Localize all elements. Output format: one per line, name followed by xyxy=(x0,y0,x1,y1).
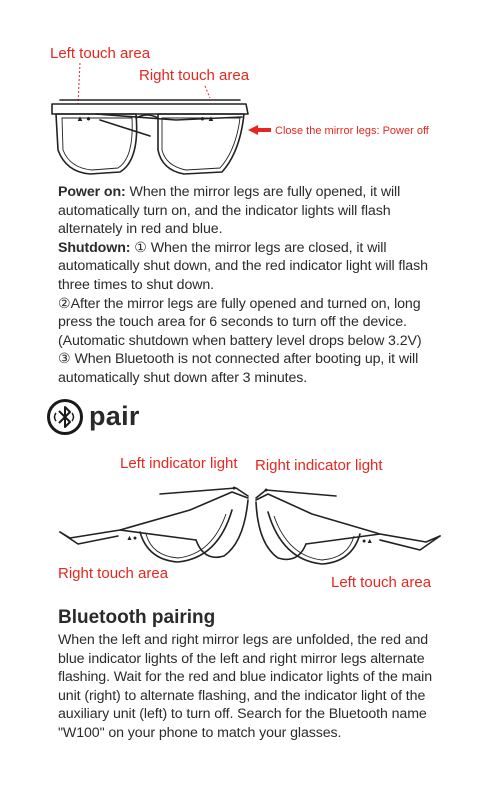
left-indicator-label: Left indicator light xyxy=(120,455,238,472)
right-touch-area-label: Right touch area xyxy=(139,67,250,84)
close-legs-label: Close the mirror legs: Power off xyxy=(275,125,429,137)
pairing-title: Bluetooth pairing xyxy=(58,607,216,628)
svg-text:●: ● xyxy=(232,485,237,492)
pair-title: pair xyxy=(89,401,140,431)
left-touch-area-label-2: Left touch area xyxy=(331,574,432,591)
shutdown-text-2: ②After the mirror legs are fully opened and turned on, long press the touch area for 6 seconds to turn off the device. xyxy=(58,295,421,331)
power-section xyxy=(58,183,438,388)
shutdown-text-3: ③ When Bluetooth is not connected after booting up, it will automatically shut down after 3 minutes. xyxy=(58,351,419,386)
shutdown-text-1: ① When the mirror legs are closed, it will automatically shut down, and the red indicator light will flash three times to shut down. xyxy=(58,239,428,293)
svg-text:● ▲: ● ▲ xyxy=(200,114,215,123)
pairing-text: When the left and right mirror legs are unfolded, the red and blue indicator lights of the left and right mirror legs alternate flashing. Wait for the red and blue indicator lights of the main unit (right) to alternate flashing, and the indicator light of the auxiliary unit (left) to turn off. Search for the Bluetooth name "W100" on your phone to match your glasses. xyxy=(58,632,432,741)
svg-text:●: ● xyxy=(264,487,269,494)
power-on-text: When the mirror legs are fully opened, it will automatically turn on, and the indicator lights will flash alternately in red and blue. xyxy=(58,184,401,238)
right-indicator-label: Right indicator light xyxy=(255,457,383,474)
glasses-side-diagram xyxy=(0,470,500,580)
svg-text:▲●: ▲● xyxy=(126,535,138,542)
svg-text:▲ ●: ▲ ● xyxy=(76,114,91,123)
left-touch-area-label: Left touch area xyxy=(50,45,151,62)
svg-text:●▲: ●▲ xyxy=(362,538,374,545)
shutdown-label: Shutdown: xyxy=(58,239,131,256)
arrow-left-icon xyxy=(248,125,271,135)
bluetooth-icon xyxy=(46,398,84,436)
power-on-label: Power on: xyxy=(58,184,126,200)
glasses-front-diagram xyxy=(0,0,500,190)
shutdown-note: (Automatic shutdown when battery level drops below 3.2V) xyxy=(58,332,422,349)
right-touch-area-label-2: Right touch area xyxy=(58,565,169,582)
